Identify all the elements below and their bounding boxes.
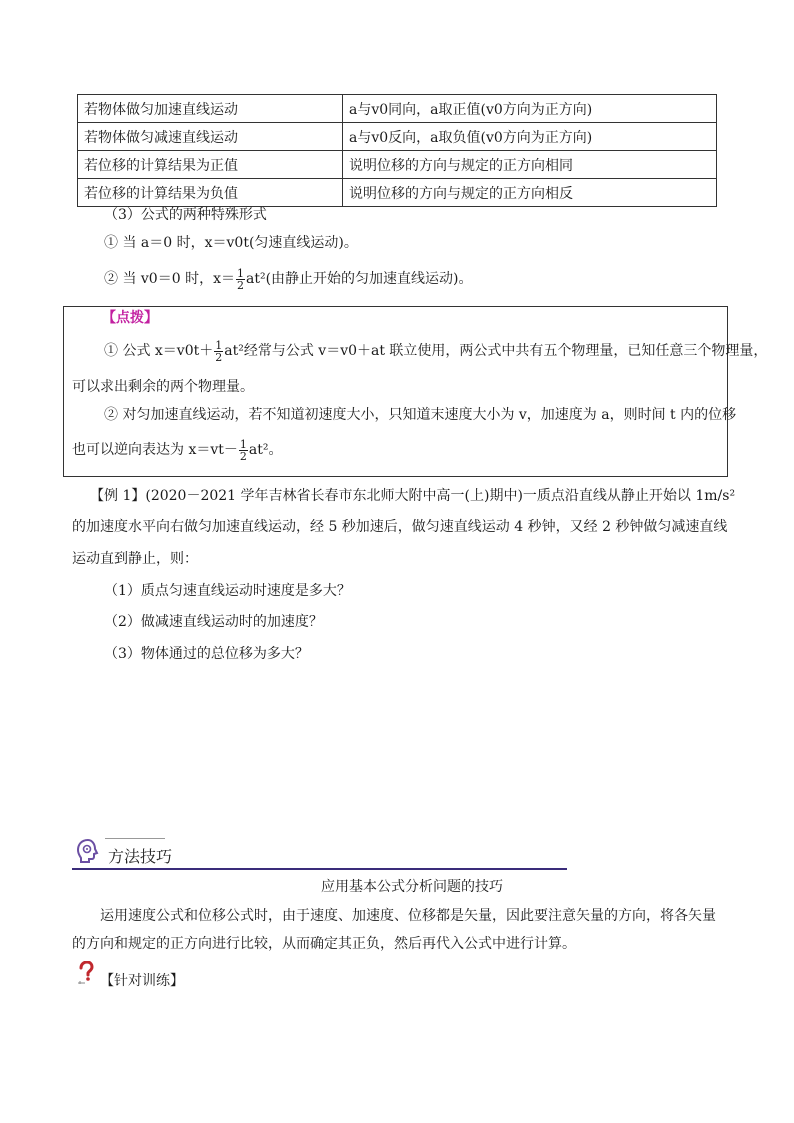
fraction-numerator: 1 [236,266,244,280]
special-forms-heading: （3）公式的两种特殊形式 [104,207,267,223]
example-question-2: （2）做减速直线运动时的加速度？ [104,614,323,630]
tip-p1-part-a: ① 公式 x＝v0t＋ [104,343,214,359]
tip-paragraph-1 [104,334,767,368]
table-cell-meaning: a与v0反向，a取负值(v0方向为正方向) [343,123,717,151]
method-body-1: 运用速度公式和位移公式时，由于速度、加速度、位移都是矢量，因此要注意矢量的方向，将各矢量 [100,908,716,924]
tip-p2-part-c: at²。 [248,442,283,458]
table-cell-condition: 若物体做匀减速直线运动 [78,123,343,151]
special-form-item-2 [104,262,473,296]
tip-p1-part-b: at²经常与公式 v＝v0＋at 联立使用，两公式中共有五个物理量，已知任意三个物理量， [224,343,768,359]
table-row [78,179,717,207]
fraction-numerator: 1 [239,437,247,451]
example-line-2: 的加速度水平向右做匀加速直线运动，经 5 秒加速后，做匀速直线运动 4 秒钟，又经 2 秒钟做匀减速直线 [72,519,728,535]
example-line-1: 【例 1】(2020－2021 学年吉林省长春市东北师大附中高一(上)期中)一质点沿直线从静止开始以 1m/s² [90,488,736,504]
sign-convention-table [77,94,717,207]
table-cell-meaning: 说明位移的方向与规定的正方向相同 [343,151,717,179]
fraction-denominator: 2 [215,350,223,364]
fraction-numerator: 1 [215,338,223,352]
table-cell-meaning: 说明位移的方向与规定的正方向相反 [343,179,717,207]
example-line-3: 运动直到静止，则： [72,551,198,567]
tip-paragraph-1-cont: 可以求出剩余的两个物理量。 [72,379,254,395]
method-body-2: 的方向和规定的正方向进行比较，从而确定其正负，然后再代入公式中进行计算。 [72,936,576,952]
tip-label: 【点拨】 [102,310,158,326]
fraction-half [236,268,245,291]
method-subtitle: 应用基本公式分析问题的技巧 [321,879,503,895]
method-head-icon [76,838,100,864]
example-question-3: （3）物体通过的总位移为多大？ [104,646,309,662]
tip-p2-part-b: 也可以逆向表达为 x＝vt－ [72,442,238,458]
special-form-item-2-suffix: at²(由静止开始的匀加速直线运动)。 [245,271,473,287]
table-row [78,123,717,151]
question-mark-icon [76,961,96,985]
method-title-rule [105,838,165,839]
table-cell-condition: 若物体做匀加速直线运动 [78,95,343,123]
training-label: 【针对训练】 [100,973,184,989]
table-row [78,151,717,179]
special-form-item-2-prefix: ② 当 v0＝0 时，x＝ [104,271,235,287]
example-question-1: （1）质点匀速直线运动时速度是多大？ [104,583,351,599]
fraction-denominator: 2 [236,278,244,292]
fraction-half [214,340,223,363]
table-cell-meaning: a与v0同向，a取正值(v0方向为正方向) [343,95,717,123]
tip-paragraph-2: ② 对匀加速直线运动，若不知道初速度大小，只知道末速度大小为 v，加速度为 a，则时间 t 内的位移 [104,407,737,423]
fraction-denominator: 2 [239,449,247,463]
table-row [78,95,717,123]
special-form-item-1: ① 当 a＝0 时，x＝v0t(匀速直线运动)。 [104,235,358,251]
fraction-half [239,439,248,462]
table-cell-condition: 若位移的计算结果为正值 [78,151,343,179]
table-cell-condition: 若位移的计算结果为负值 [78,179,343,207]
method-title: 方法技巧 [108,847,173,866]
tip-paragraph-2-cont [72,433,282,467]
method-divider [72,868,567,870]
